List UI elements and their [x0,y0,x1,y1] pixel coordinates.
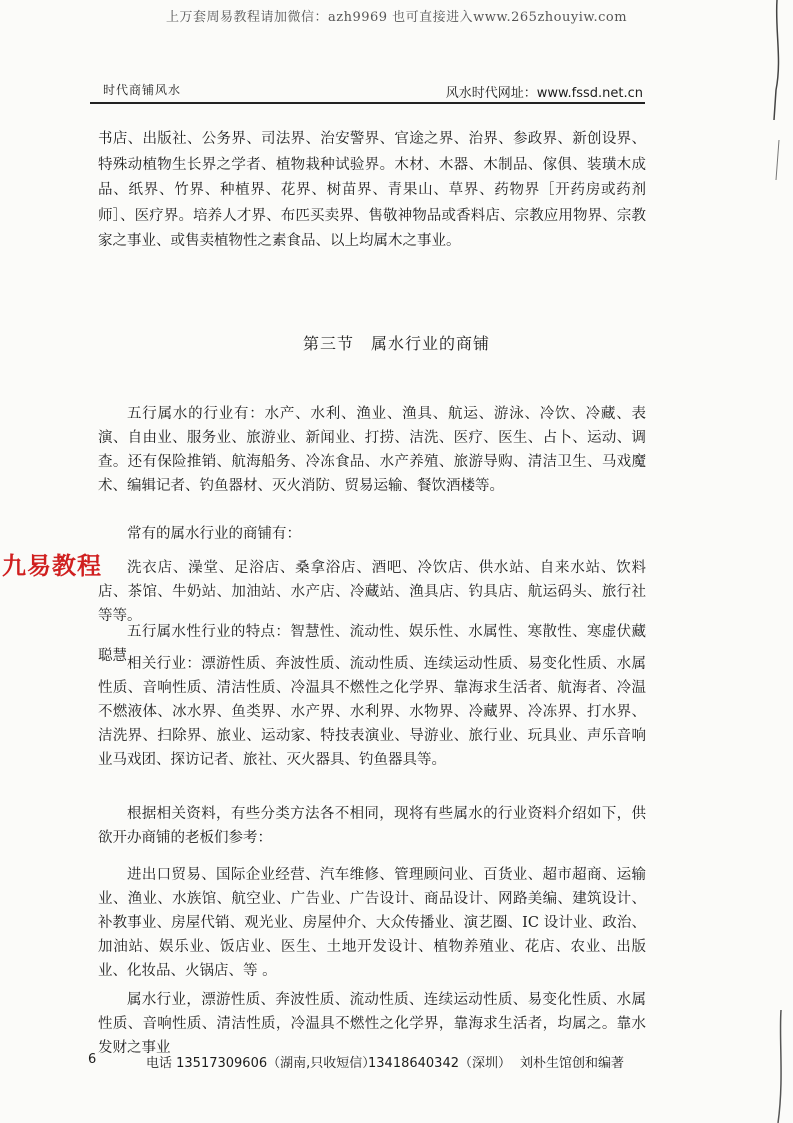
paragraph: 五行属水性行业的特点：智慧性、流动性、娱乐性、水属性、寒散性、寒虚伏藏聪慧 [98,624,646,664]
footer-phone-hunan: 电话 13517309606（湖南,只收短信） [146,1056,376,1071]
footer-phone-shenzhen: 13418640342（深圳） [368,1056,511,1071]
scan-edge-marks [757,0,793,1123]
para-7-block [98,863,646,983]
paragraph: 常有的属水行业的商铺有： [127,526,301,542]
paragraph: 五行属水的行业有：水产、水利、渔业、渔具、航运、游泳、冷饮、冷藏、表演、自由业、服务业、旅游业、新闻业、打捞、洁洗、医疗、医生、占卜、运动、调查。还有保险推销、航海船务、冷冻食品、水产养殖、旅游导购、清洁卫生、马戏魔术、编辑记者、钓鱼器材、灭火消防、贸易运输、餐饮酒楼等。 [98,406,646,494]
para-8-block [98,988,646,1060]
para-5-block [98,652,646,772]
footer-author: 刘朴生馆创和编著 [520,1056,625,1071]
para-6-block [98,802,646,850]
running-header-website: 风水时代网址：www.fssd.net.cn [445,86,643,101]
section-title: 第三节 属水行业的商铺 [302,334,490,353]
paragraph: 属水行业，漂游性质、奔波性质、流动性质、连续运动性质、易变化性质、水属性质、音响性质、清洁性质，冷温具不燃性之化学界，靠海求生活者，均属之。靠水发财之事业 [98,992,646,1056]
para-3-block [98,556,646,628]
paragraph: 相关行业：漂游性质、奔波性质、流动性质、连续运动性质、易变化性质、水属性质、音响性质、清洁性质、冷温具不燃性之化学界、靠海求生活者、航海者、冷温不燃液体、冰水界、鱼类界、水产界、水利界、水物界、冷藏界、冷冻界、打水界、洁洗界、扫除界、旅业、运动家、特技表演业、导游业、旅行业、玩具业、声乐音响业马戏团、探访记者、旅社、灭火器具、钓鱼器具等。 [98,656,646,768]
intro-paragraph: 书店、出版社、公务界、司法界、治安警界、官途之界、治界、参政界、新创设界、特殊动植物生长界之学者、植物栽种试验界。木材、木器、木制品、傢俱、装璜木成品、纸界、竹界、种植界、花界、树苗界、青果山、草界、药物界［开药房或药剂师］、医疗界。培养人才界、布匹买卖界、售敬神物品或香料店、宗教应用物界、宗教家之事业、或售卖植物性之素食品、以上均属木之事业。 [98,131,646,249]
top-banner: 上万套周易教程请加微信：azh9969 也可直接进入www.265zhouyiw.com [165,10,628,25]
paragraph: 进出口贸易、国际企业经营、汽车维修、管理顾问业、百货业、超市超商、运输业、渔业、水族馆、航空业、广告业、广告设计、商品设计、网路美编、建筑设计、补教事业、房屋代销、观光业、房屋仲介、大众传播业、演艺圈、IC 设计业、政治、加油站、娱乐业、饭店业、医生、土地开发设计、植物养殖业、花店、农业、出版业、化妆品、火锅店、等 。 [98,867,646,979]
paragraph: 洗衣店、澡堂、足浴店、桑拿浴店、酒吧、冷饮店、供水站、自来水站、饮料店、茶馆、牛奶站、加油站、水产店、冷藏站、渔具店、钓具店、航运码头、旅行社等等。 [98,560,646,624]
running-header-title: 时代商铺风水 [103,83,182,97]
page-number: 6 [88,1052,97,1067]
intro-paragraph-block [98,127,646,255]
para-2-block [98,522,646,546]
header-divider [90,102,645,104]
para-1-block [98,402,646,498]
paragraph: 根据相关资料，有些分类方法各不相同，现将有些属水的行业资料介绍如下，供欲开办商铺的老板们参考： [98,806,646,846]
watermark-label: 九易教程 [2,552,102,580]
